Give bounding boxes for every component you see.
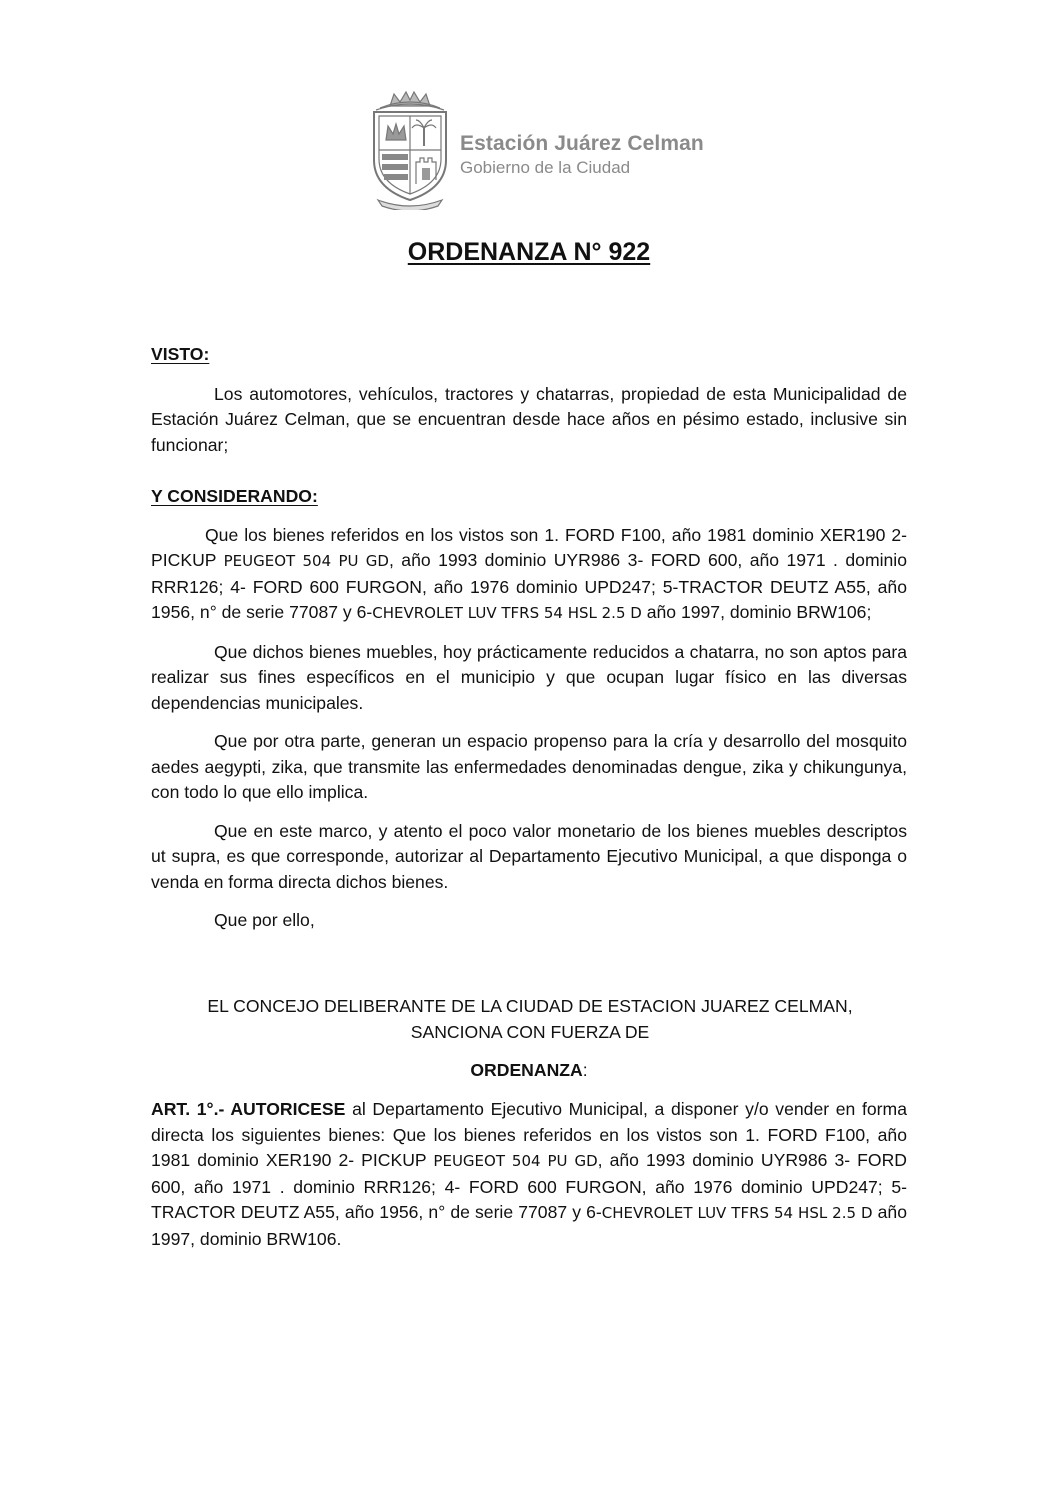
art1-text-d: CHEVROLET LUV TFRS 54 HSL 2.5 D: [601, 1204, 873, 1222]
org-subtitle: Gobierno de la Ciudad: [460, 158, 631, 177]
art1-text-b: PEUGEOT 504 PU GD: [433, 1152, 598, 1170]
art1-text-e: año 1997, dominio BRW106.: [151, 1202, 907, 1249]
considerando-section: [151, 484, 907, 934]
ordenanza-heading-line: [151, 1058, 907, 1084]
letterhead: [360, 88, 780, 213]
ordenanza-heading: ORDENANZA: [470, 1060, 583, 1080]
art1-text-a: al Departamento Ejecutivo Municipal, a disponer y/o vender en forma directa los siguientes bienes: Que los bienes referidos en los vistos son 1. FORD F100, año 1981 dominio XER190 2- PICKUP: [151, 1099, 907, 1170]
art1-text-c: , año 1993 dominio UYR986 3- FORD 600, año 1971 . dominio RRR126; 4- FORD 600 FURGON, año 1976 dominio UPD247; 5-TRACTOR DEUTZ A55, año 1956, n° de serie 77087 y 6-: [151, 1150, 907, 1222]
considerando-paragraph-4: Que en este marco, y atento el poco valor monetario de los bienes muebles descriptos ut supra, es que corresponde, autorizar al Departamento Ejecutivo Municipal, a que disponga o venda en forma directa dichos bienes.: [151, 820, 907, 892]
visto-heading: VISTO:: [151, 344, 210, 364]
article-1-label: ART. 1°.- AUTORICESE: [151, 1099, 346, 1119]
p1-text-d: CHEVROLET LUV TFRS 54 HSL 2.5 D: [372, 604, 642, 622]
p1-text-a: Que los bienes referidos en los vistos son 1. FORD F100, año 1981 dominio XER190 2- PICKUP: [151, 524, 907, 570]
sanction-text: EL CONCEJO DELIBERANTE DE LA CIUDAD DE ESTACION JUAREZ CELMAN, SANCIONA CON FUERZA DE: [207, 996, 853, 1042]
article-1-paragraph: [151, 1097, 907, 1252]
visto-section: [151, 342, 907, 458]
article-1: [151, 1097, 907, 1252]
considerando-heading: Y CONSIDERANDO:: [151, 486, 318, 506]
considerando-paragraph-1: [151, 523, 907, 627]
org-name: Estación Juárez Celman: [460, 132, 704, 155]
considerando-paragraph-2: Que dichos bienes muebles, hoy prácticamente reducidos a chatarra, no son aptos para realizar sus fines específicos en el municipio y que ocupan lugar físico en las diversas dependencias municipales.: [151, 641, 907, 713]
p1-text-e: año 1997, dominio BRW106;: [641, 602, 872, 622]
p1-text-b: PEUGEOT 504 PU GD: [223, 552, 389, 570]
considerando-paragraph-3: Que por otra parte, generan un espacio propenso para la cría y desarrollo del mosquito aedes aegypti, zika, que transmite las enfermedades denominadas dengue, zika y chikungunya, con todo lo que ello implica.: [151, 731, 907, 802]
municipal-crest-icon: [360, 88, 460, 210]
visto-paragraph: Los automotores, vehículos, tractores y chatarras, propiedad de esta Municipalidad de Estación Juárez Celman, que se encuentran desde hace años en pésimo estado, inclusive sin funcionar;: [151, 383, 907, 455]
document-title: ORDENANZA N° 922: [407, 238, 651, 266]
ordenanza-colon: :: [582, 1060, 588, 1080]
considerando-paragraph-5: Que por ello,: [214, 910, 315, 930]
p1-text-c: , año 1993 dominio UYR986 3- FORD 600, año 1971 . dominio RRR126; 4- FORD 600 FURGON, año 1976 dominio UPD247; 5-TRACTOR DEUTZ A55, año 1956, n° de serie 77087 y 6-: [151, 550, 907, 622]
